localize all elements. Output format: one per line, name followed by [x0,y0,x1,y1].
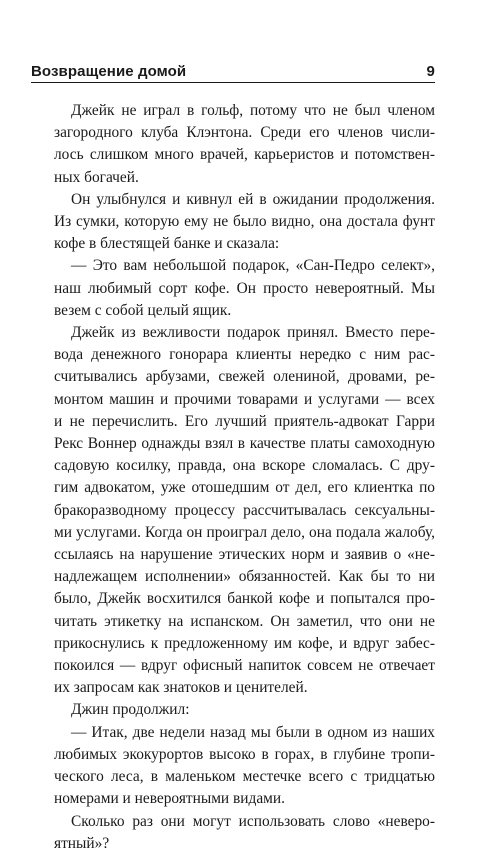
text-line: Он улыбнулся и кивнул ей в ожидании продолжения. [71,190,435,208]
text-line: читать этикетку на испанском. Он заметил, что они не [54,612,435,630]
text-line: их запросам как знатоков и ценителей. [54,679,308,697]
chapter-title: Возвращение домой [31,63,187,80]
text-line: было, Джейк восхитился банкой кофе и попытался про- [54,590,435,608]
text-line: Сколько раз они могут использовать слово «неверо- [71,812,435,830]
paragraph [54,699,435,721]
text-line: и не перечислить. Его лучший приятель-адвокат Гарри [54,412,435,430]
text-line: Из сумки, которую ему не было видно, она достала фунт [54,213,435,231]
text-line: ми услугами. Когда он проиграл дело, она подала жалобу, [54,523,435,541]
text-line: — Это вам небольшой подарок, «Сан-Педро селект», [71,257,435,275]
page-number: 9 [426,63,435,80]
text-line: прикоснулись к предложенному им кофе, и вдруг забес- [54,634,435,652]
body-text [54,100,435,855]
text-line: бракоразводному процессу рассчитывалась сексуальны- [54,501,435,519]
text-line: везем с собой целый ящик. [54,301,232,319]
text-line: Джин продолжил: [71,701,190,719]
text-line: ятный»? [54,834,110,852]
text-line: Рекс Воннер однажды взял в качестве платы самоходную [54,435,435,453]
text-line: садовую косилку, правда, она вскоре сломалась. С дру- [54,457,435,475]
text-line: наш любимый сорт кофе. Он просто невероятный. Мы [54,279,435,297]
text-line: — Итак, две недели назад мы были в одном из наших [71,723,435,741]
paragraph [54,255,435,322]
text-line: покоился — вдруг офисный напиток совсем не отвечает [54,657,435,675]
running-header [31,58,435,80]
header-rule [31,82,435,83]
text-line: считывались арбузами, свежей олениной, дровами, ре- [54,368,435,386]
text-line: любимых экокурортов высоко в горах, в глубине тропи- [54,745,435,763]
text-line: монтом машин и прочими товарами и услугами — всех [54,390,435,408]
paragraph [54,322,435,699]
text-line: гим адвокатом, уже отошедшим от дел, его клиентка по [54,479,435,497]
text-line: ческого леса, в маленьком местечке всего с тридцатью [54,768,435,786]
text-line: вода денежного гонорара клиенты нередко с ним рас- [54,346,435,364]
paragraph [54,189,435,256]
paragraph [54,722,435,811]
text-line: надлежащем исполнении» обязанностей. Как бы то ни [54,568,435,586]
text-line: загородного клуба Клэнтона. Среди его членов числи- [54,124,435,142]
text-line: ных богачей. [54,168,139,186]
paragraph [54,100,435,189]
paragraph [54,811,435,855]
text-line: Джейк из вежливости подарок принял. Вместо пере- [71,324,435,342]
text-line: кофе в блестящей банке и сказала: [54,235,280,253]
text-line: лось слишком много врачей, карьеристов и потомствен- [54,146,435,164]
text-line: ссылаясь на нарушение этических норм и заявив о «не- [54,546,435,564]
text-line: номерами и невероятными видами. [54,790,286,808]
text-line: Джейк не играл в гольф, потому что не был членом [71,102,435,119]
